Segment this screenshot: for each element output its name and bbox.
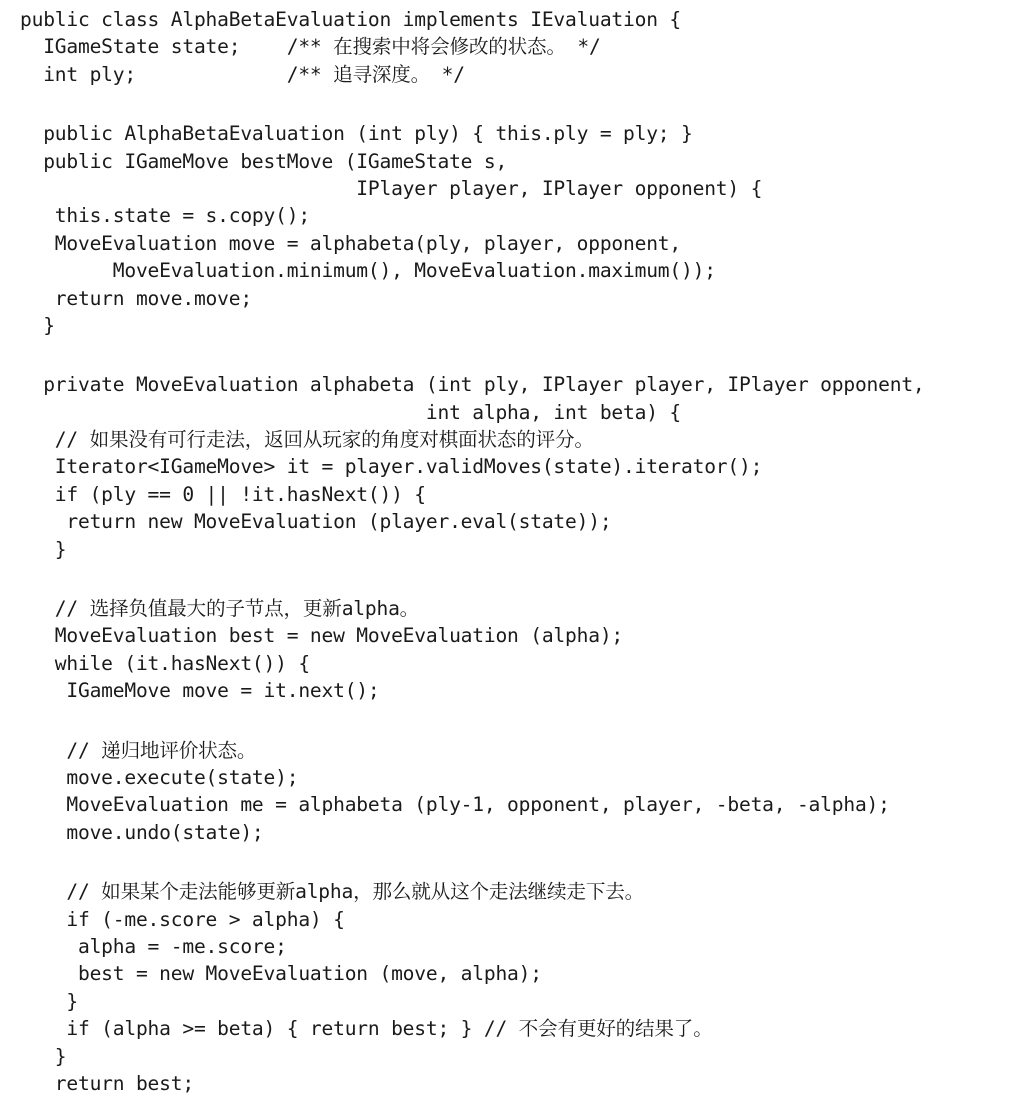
code-line-30: move.undo(state);: [20, 820, 264, 844]
code-line-38: }: [20, 1044, 67, 1068]
code-line-27: // 递归地评价状态。: [20, 738, 257, 762]
code-line-5: public AlphaBetaEvaluation (int ply) { this.ply = ply; }: [20, 122, 693, 146]
code-line-22: // 选择负值最大的子节点，更新alpha。: [20, 597, 420, 621]
code-line-4: [0, 88, 1030, 120]
code-line-16: // 如果没有可行走法，返回从玩家的角度对棋面状态的评分。: [20, 428, 594, 452]
code-line-24: while (it.hasNext()) {: [20, 651, 310, 675]
code-line-35: best = new MoveEvaluation (move, alpha);: [20, 962, 542, 986]
code-line-6: public IGameMove bestMove (IGameState s,: [20, 149, 508, 173]
code-line-18: if (ply == 0 || !it.hasNext()) {: [20, 482, 426, 506]
code-line-34: alpha = -me.score;: [20, 934, 287, 958]
code-line-2: IGameState state; /** 在搜索中将会修改的状态。 */: [20, 35, 601, 59]
code-line-31: [0, 846, 1030, 878]
code-line-19: return new MoveEvaluation (player.eval(state));: [20, 510, 612, 534]
code-line-13: [0, 339, 1030, 371]
code-line-23: MoveEvaluation best = new MoveEvaluation (alpha);: [20, 624, 624, 648]
code-line-39: return best;: [20, 1071, 194, 1095]
code-line-14: private MoveEvaluation alphabeta (int ply, IPlayer player, IPlayer opponent,: [20, 373, 925, 397]
code-line-36: }: [20, 989, 78, 1013]
code-line-12: }: [20, 313, 55, 337]
code-line-1: public class AlphaBetaEvaluation implements IEvaluation {: [20, 8, 681, 31]
code-line-7: IPlayer player, IPlayer opponent) {: [20, 176, 763, 200]
code-line-15: int alpha, int beta) {: [20, 400, 681, 424]
code-line-17: Iterator<IGameMove> it = player.validMoves(state).iterator();: [20, 455, 763, 479]
code-line-3: int ply; /** 追寻深度。 */: [20, 62, 465, 86]
code-line-11: return move.move;: [20, 286, 252, 310]
code-line-20: }: [20, 537, 67, 561]
code-line-33: if (-me.score > alpha) {: [20, 907, 345, 931]
code-line-29: MoveEvaluation me = alphabeta (ply-1, opponent, player, -beta, -alpha);: [20, 793, 890, 817]
code-line-21: [0, 563, 1030, 595]
code-line-37: if (alpha >= beta) { return best; } // 不会有更好的结果了。: [20, 1017, 713, 1041]
code-line-32: // 如果某个走法能够更新alpha，那么就从这个走法继续走下去。: [20, 880, 645, 904]
code-line-10: MoveEvaluation.minimum(), MoveEvaluation.maximum());: [20, 259, 716, 283]
code-line-9: MoveEvaluation move = alphabeta(ply, player, opponent,: [20, 231, 681, 255]
code-line-28: move.execute(state);: [20, 765, 299, 789]
code-line-8: this.state = s.copy();: [20, 204, 310, 228]
code-line-26: [0, 705, 1030, 737]
code-line-25: IGameMove move = it.next();: [20, 679, 380, 703]
